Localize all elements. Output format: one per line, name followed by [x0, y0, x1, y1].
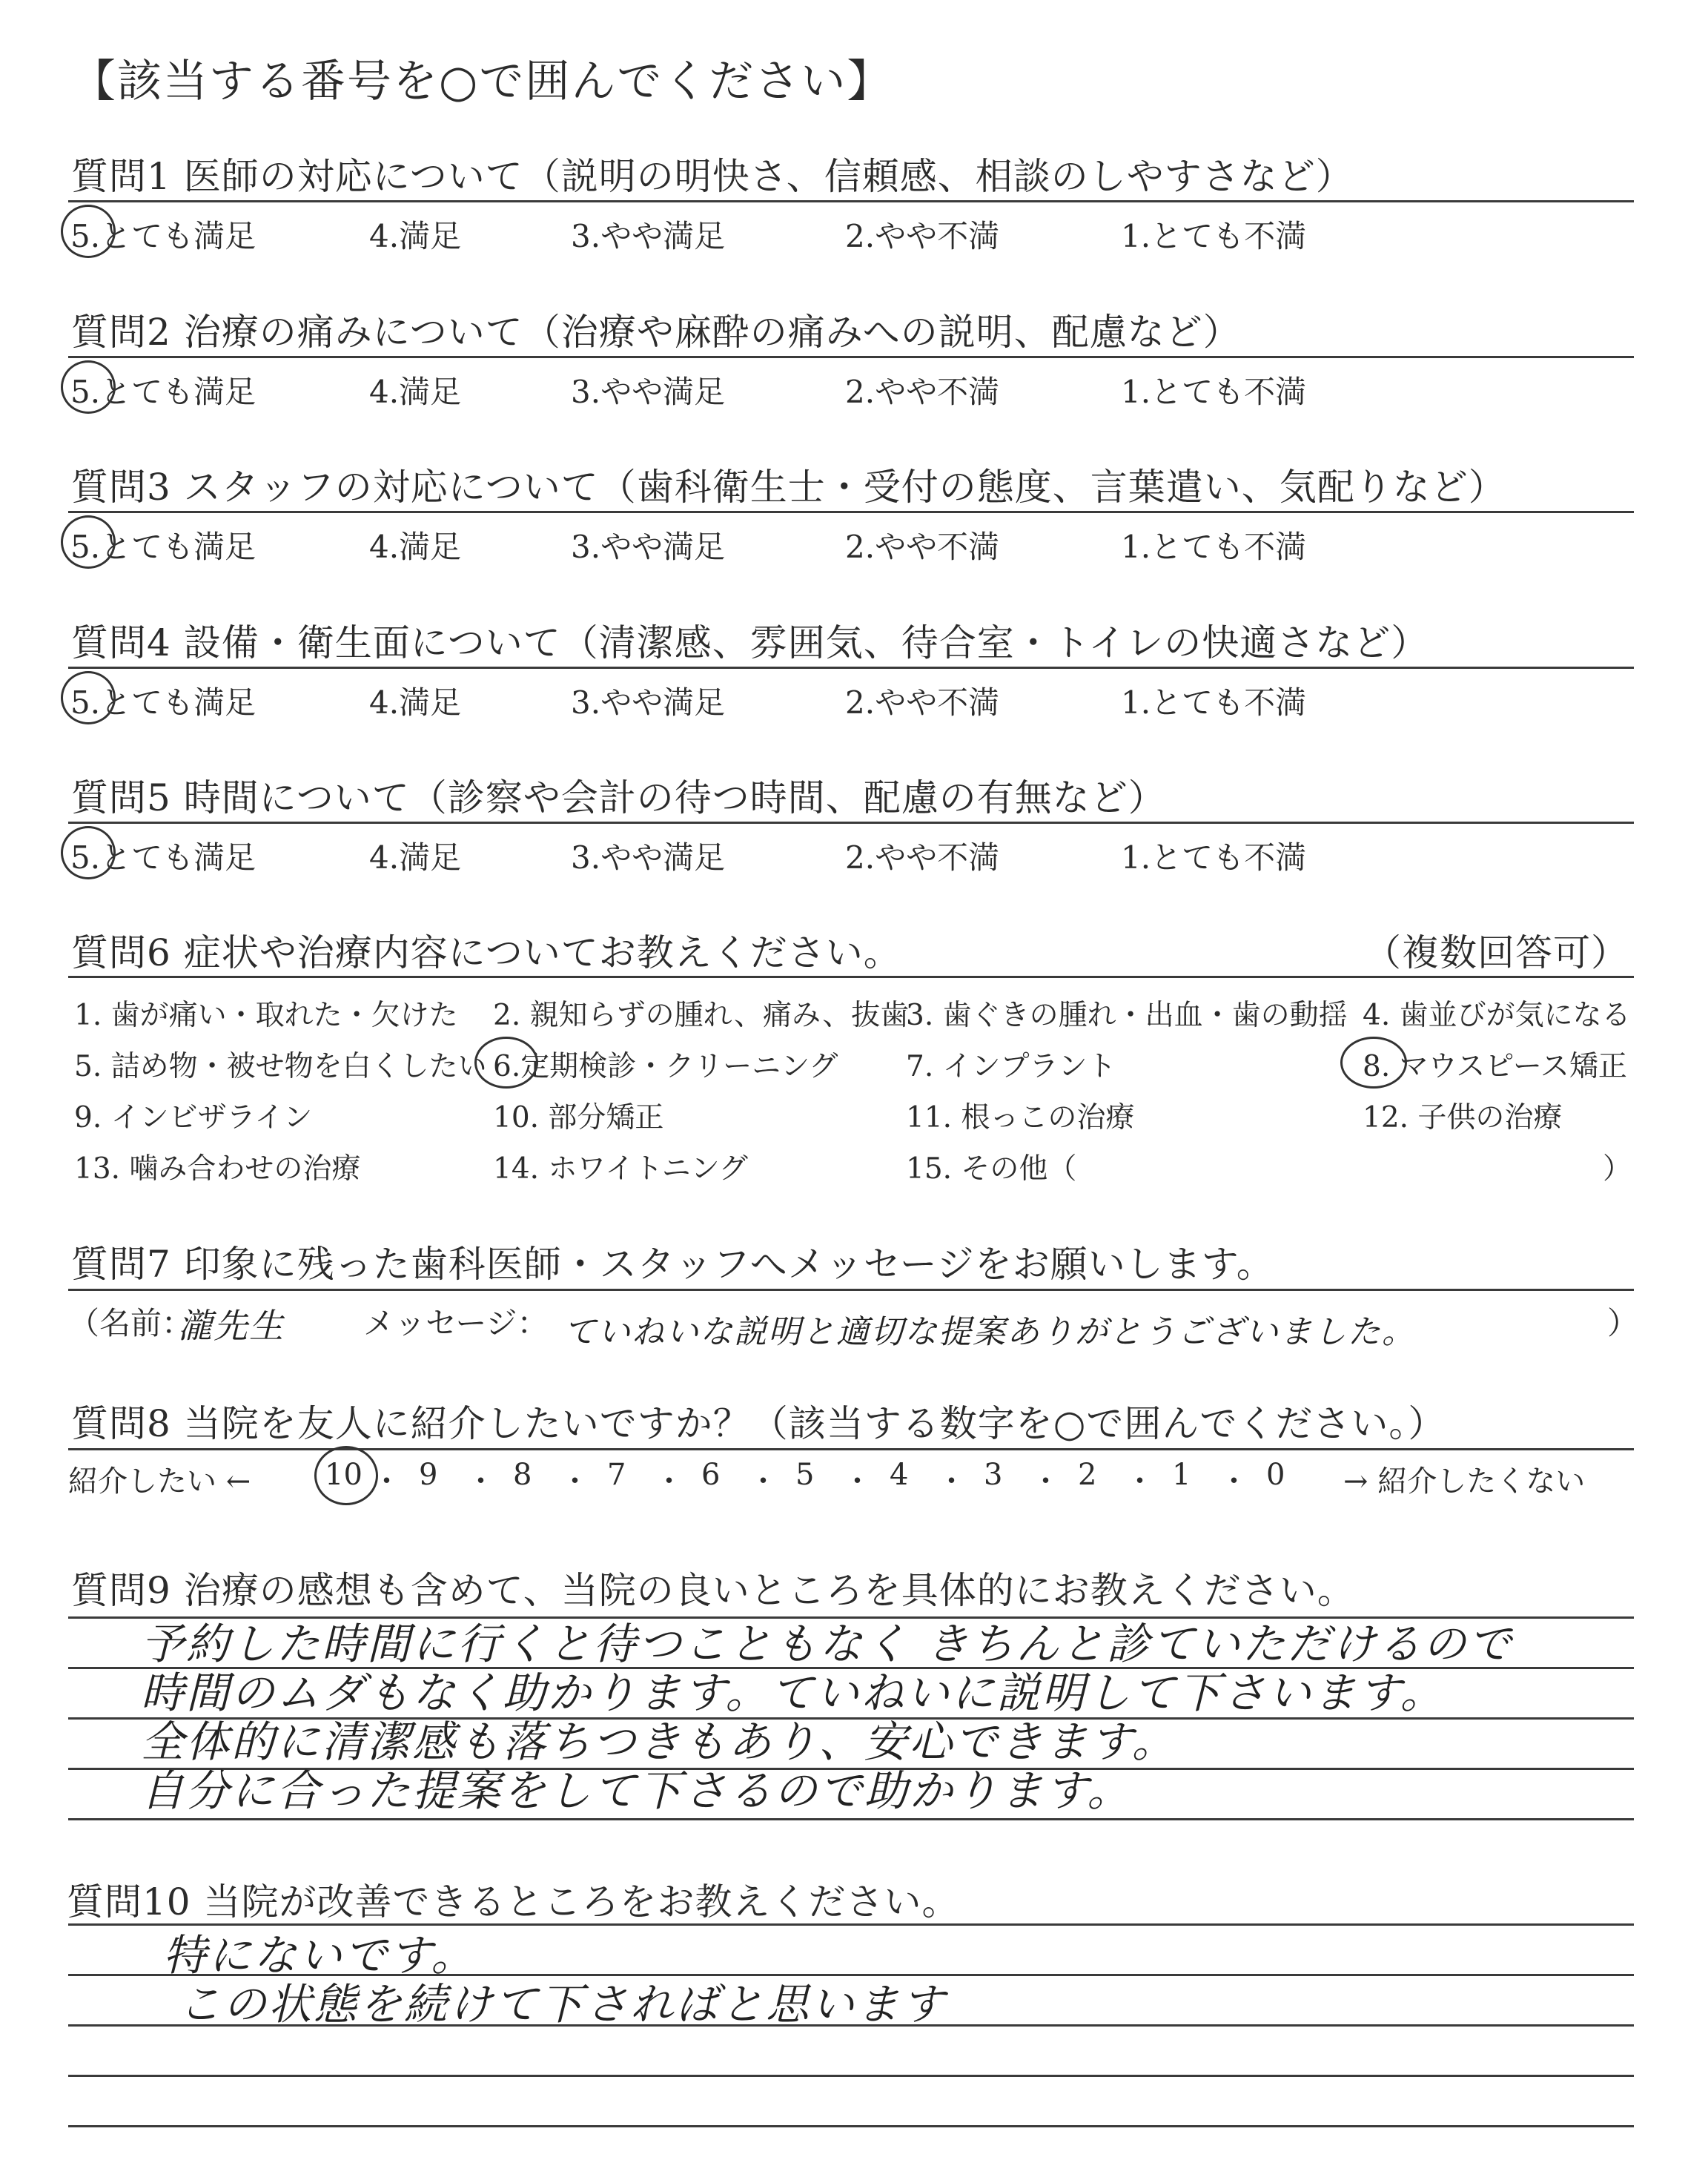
- q4-title: 質問4 設備・衛生面について（清潔感、雰囲気、待合室・トイレの快適さなど）: [71, 621, 1429, 664]
- q9-title: 質問9 治療の感想も含めて、当院の良いところを具体的にお教えください。: [71, 1569, 1355, 1612]
- q4-selection-circle: [61, 671, 116, 724]
- q3-option-3[interactable]: 3.やや満足: [571, 529, 726, 565]
- q3-option-4[interactable]: 4.満足: [369, 529, 462, 565]
- q8-scale-value[interactable]: 3: [984, 1458, 1003, 1492]
- q8-left-label: 紹介したい ←: [68, 1464, 251, 1499]
- q1-option-1[interactable]: 1.とても不満: [1121, 218, 1307, 254]
- q3-rule: [68, 511, 1634, 513]
- q4-option-3[interactable]: 3.やや満足: [571, 684, 726, 721]
- q9-rule-5: [68, 1818, 1634, 1820]
- q4-option-4[interactable]: 4.満足: [369, 684, 462, 721]
- q7-rule: [68, 1289, 1634, 1291]
- q6-option-9[interactable]: 9. インビザライン: [74, 1101, 313, 1135]
- q10-answer-line-2: この状態を続けて下さればと思います: [178, 1979, 947, 2029]
- q5-rule: [68, 822, 1634, 824]
- q10-rule-4: [68, 2075, 1634, 2077]
- q5-selection-circle: [61, 826, 116, 879]
- q10-rule-5: [68, 2125, 1634, 2127]
- q2-option-4[interactable]: 4.満足: [369, 374, 462, 410]
- q8-scale-dot: ・: [654, 1464, 684, 1499]
- q7-name-value: 瀧先生: [178, 1306, 285, 1346]
- q2-option-1[interactable]: 1.とても不満: [1121, 374, 1307, 410]
- q6-option-13[interactable]: 13. 噛み合わせの治療: [74, 1152, 361, 1186]
- q8-scale-dot: ・: [936, 1464, 967, 1499]
- q3-selection-circle: [61, 515, 116, 569]
- q5-option-1[interactable]: 1.とても不満: [1121, 839, 1307, 876]
- q6-option-14[interactable]: 14. ホワイトニング: [493, 1152, 748, 1186]
- q6-option-6[interactable]: 6.定期検診・クリーニング: [493, 1050, 838, 1083]
- q9-answer-line-1: 予約した時間に行くと待つこともなく きちんと診ていただけるので: [141, 1619, 1514, 1669]
- q2-option-5[interactable]: 5.とても満足: [70, 374, 256, 410]
- q3-title: 質問3 スタッフの対応について（歯科衛生士・受付の態度、言葉遣い、気配りなど）: [71, 466, 1506, 509]
- q2-rule: [68, 356, 1634, 358]
- q1-option-3[interactable]: 3.やや満足: [571, 218, 726, 254]
- q6-option-1[interactable]: 1. 歯が痛い・取れた・欠けた: [74, 999, 458, 1032]
- q8-scale-value[interactable]: 2: [1078, 1458, 1097, 1492]
- q7-title: 質問7 印象に残った歯科医師・スタッフへメッセージをお願いします。: [71, 1243, 1274, 1286]
- q6-option-11[interactable]: 11. 根っこの治療: [906, 1101, 1135, 1135]
- q10-answer-line-1: 特にないです。: [163, 1930, 477, 1981]
- q8-scale-dot: ・: [560, 1464, 590, 1499]
- q10-title: 質問10 当院が改善できるところをお教えください。: [67, 1880, 960, 1923]
- q5-title: 質問5 時間について（診察や会計の待つ時間、配慮の有無など）: [71, 776, 1166, 819]
- q8-scale-value[interactable]: 7: [607, 1458, 626, 1492]
- q1-selection-circle: [61, 205, 116, 258]
- q9-answer-line-2: 時間のムダもなく助かります。ていねいに説明して下さいます。: [141, 1668, 1446, 1718]
- q6-selection-circle-8: [1340, 1037, 1407, 1089]
- q3-option-1[interactable]: 1.とても不満: [1121, 529, 1307, 565]
- q8-title: 質問8 当院を友人に紹介したいですか？（該当する数字を○で囲んでください。）: [71, 1402, 1446, 1445]
- q4-option-5[interactable]: 5.とても満足: [70, 684, 256, 721]
- q8-right-label: → 紹介したくない: [1343, 1464, 1586, 1499]
- q4-rule: [68, 667, 1634, 669]
- q6-option-15[interactable]: 15. その他（: [906, 1152, 1077, 1186]
- q6-option-5[interactable]: 5. 詰め物・被せ物を白くしたい: [74, 1050, 487, 1083]
- q5-option-2[interactable]: 2.やや不満: [845, 839, 1000, 876]
- q2-selection-circle: [61, 360, 116, 414]
- q6-other-close-paren: ）: [1603, 1152, 1632, 1186]
- q7-message-value: ていねいな説明と適切な提案ありがとうございました。: [563, 1313, 1416, 1351]
- q9-answer-line-4: 自分に合った提案をして下さるので助かります。: [141, 1766, 1133, 1816]
- q3-option-2[interactable]: 2.やや不満: [845, 529, 1000, 565]
- q6-option-12[interactable]: 12. 子供の治療: [1363, 1101, 1563, 1135]
- q8-scale-value[interactable]: 8: [513, 1458, 532, 1492]
- q9-answer-line-3: 全体的に清潔感も落ちつきもあり、安心できます。: [141, 1717, 1177, 1767]
- q8-scale-dot: ・: [748, 1464, 778, 1499]
- q2-option-2[interactable]: 2.やや不満: [845, 374, 1000, 410]
- q8-scale-value[interactable]: 0: [1266, 1458, 1285, 1492]
- q6-title: 質問6 症状や治療内容についてお教えください。: [71, 931, 901, 974]
- q8-scale-dot: ・: [1219, 1464, 1249, 1499]
- q8-rule: [68, 1448, 1634, 1450]
- q2-option-3[interactable]: 3.やや満足: [571, 374, 726, 410]
- q6-rule: [68, 976, 1634, 978]
- q5-option-5[interactable]: 5.とても満足: [70, 839, 256, 876]
- q6-option-4[interactable]: 4. 歯並びが気になる: [1363, 999, 1631, 1032]
- q8-scale-value[interactable]: 5: [795, 1458, 815, 1492]
- q2-title: 質問2 治療の痛みについて（治療や麻酔の痛みへの説明、配慮など）: [71, 311, 1241, 354]
- q7-close-paren: ）: [1607, 1305, 1639, 1341]
- q6-option-8[interactable]: 8. マウスピース矯正: [1363, 1050, 1627, 1083]
- q5-option-4[interactable]: 4.満足: [369, 839, 462, 876]
- survey-header: 【該当する番号を○で囲んでください】: [71, 56, 893, 108]
- q1-option-2[interactable]: 2.やや不満: [845, 218, 1000, 254]
- q8-scale-dot: ・: [1030, 1464, 1061, 1499]
- q4-option-1[interactable]: 1.とても不満: [1121, 684, 1307, 721]
- q1-title: 質問1 医師の対応について（説明の明快さ、信頼感、相談のしやすさなど）: [71, 155, 1354, 198]
- q1-option-4[interactable]: 4.満足: [369, 218, 462, 254]
- q1-rule: [68, 200, 1634, 202]
- q6-option-10[interactable]: 10. 部分矯正: [493, 1101, 664, 1135]
- q6-multiple-note: （複数回答可）: [1364, 931, 1629, 974]
- q3-option-5[interactable]: 5.とても満足: [70, 529, 256, 565]
- q8-scale-value[interactable]: 10: [325, 1458, 363, 1492]
- q8-selection-circle: [314, 1446, 378, 1505]
- q8-scale-dot: ・: [371, 1464, 402, 1499]
- q8-scale-value[interactable]: 4: [890, 1458, 909, 1492]
- q8-scale-dot: ・: [466, 1464, 496, 1499]
- q8-scale-value[interactable]: 9: [419, 1458, 438, 1492]
- q1-option-5[interactable]: 5.とても満足: [70, 218, 256, 254]
- q4-option-2[interactable]: 2.やや不満: [845, 684, 1000, 721]
- q5-option-3[interactable]: 3.やや満足: [571, 839, 726, 876]
- q6-option-7[interactable]: 7. インプラント: [906, 1050, 1116, 1083]
- q6-selection-circle-6: [474, 1037, 538, 1089]
- q8-scale-value[interactable]: 1: [1172, 1458, 1191, 1492]
- q8-scale-value[interactable]: 6: [701, 1458, 721, 1492]
- q6-option-3[interactable]: 3. 歯ぐきの腫れ・出血・歯の動揺: [906, 999, 1348, 1032]
- q7-name-label: （名前：: [68, 1305, 193, 1341]
- q8-scale-dot: ・: [842, 1464, 873, 1499]
- q6-option-2[interactable]: 2. 親知らずの腫れ、痛み、抜歯: [493, 999, 910, 1032]
- q7-message-label: メッセージ：: [363, 1305, 549, 1341]
- q8-scale-dot: ・: [1125, 1464, 1155, 1499]
